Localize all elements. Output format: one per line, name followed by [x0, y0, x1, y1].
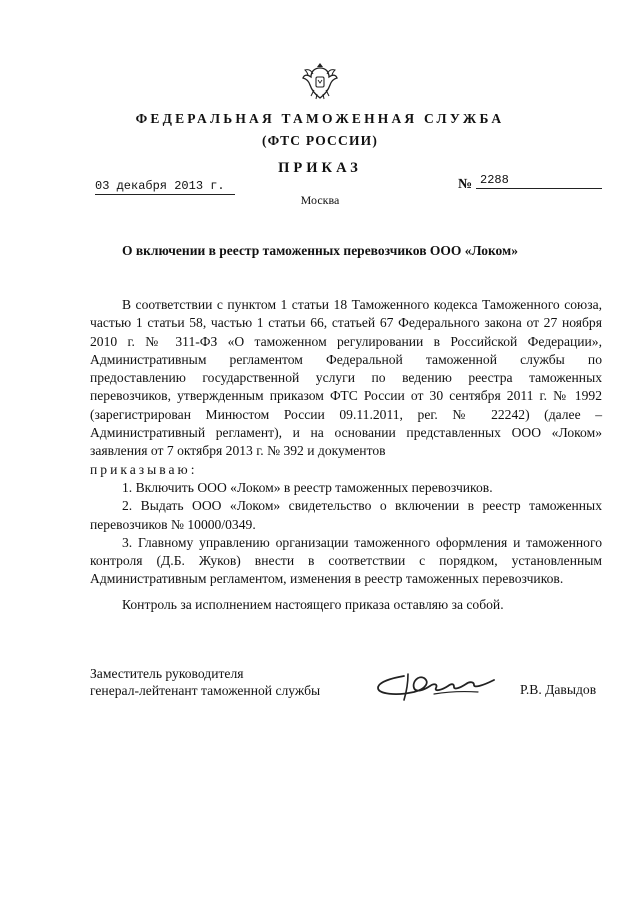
control-clause: Контроль за исполнением настоящего приказа оставляю за собой.: [122, 597, 504, 612]
handwritten-signature-icon: [374, 668, 498, 708]
order-item-3: 3. Главному управлению организации таможенного оформления и таможенного контроля (Д.Б. Жуков) внести в соответствии с порядком, установленным Административным регламентом, изменения в реестр таможенных перевозчиков.: [90, 534, 602, 587]
signer-position: [90, 665, 320, 699]
signer-position-line-2: генерал-лейтенант таможенной службы: [90, 683, 321, 698]
emblem-icon: [302, 60, 338, 102]
document-body: [90, 296, 602, 589]
agency-name: ФЕДЕРАЛЬНАЯ ТАМОЖЕННАЯ СЛУЖБА: [135, 111, 505, 126]
number-label: №: [458, 177, 473, 192]
order-item-2: 2. Выдать ООО «Локом» свидетельство о включении в реестр таможенных перевозчиков № 10000/0349.: [90, 498, 602, 532]
document-number: 2288: [476, 173, 602, 189]
signer-position-line-1: Заместитель руководителя: [90, 666, 244, 681]
document-title: О включении в реестр таможенных перевозчиков ООО «Локом»: [121, 243, 518, 258]
document-type: ПРИКАЗ: [278, 160, 362, 176]
order-word: приказываю:: [90, 461, 198, 477]
preamble: В соответствии с пунктом 1 статьи 18 Таможенного кодекса Таможенного союза, частью 1 статьи 58, частью 1 статьи 66, статьей 67 Федерального закона от 27 ноября 2010 г. № 311-ФЗ «О таможенном регулировании в Российской Федерации», Административным регламентом Федеральной таможенной службы по предоставлению государственной услуги по ведению реестра таможенных перевозчиков, утвержденным приказом ФТС России от 30 сентября 2011 г. № 1992 (зарегистрирован Минюстом России 09.11.2011, рег. № 22242) (далее – Административный регламент), и на основании представленных ООО «Локом» заявления от 7 октября 2013 г. № 392 и документов: [90, 297, 602, 459]
order-item-1: 1. Включить ООО «Локом» в реестр таможенных перевозчиков.: [122, 479, 493, 495]
signer-name: Р.В. Давыдов: [520, 682, 597, 697]
city: Москва: [300, 193, 340, 207]
agency-abbreviation: (ФТС РОССИИ): [261, 133, 379, 148]
document-date: 03 декабря 2013 г.: [95, 179, 235, 195]
